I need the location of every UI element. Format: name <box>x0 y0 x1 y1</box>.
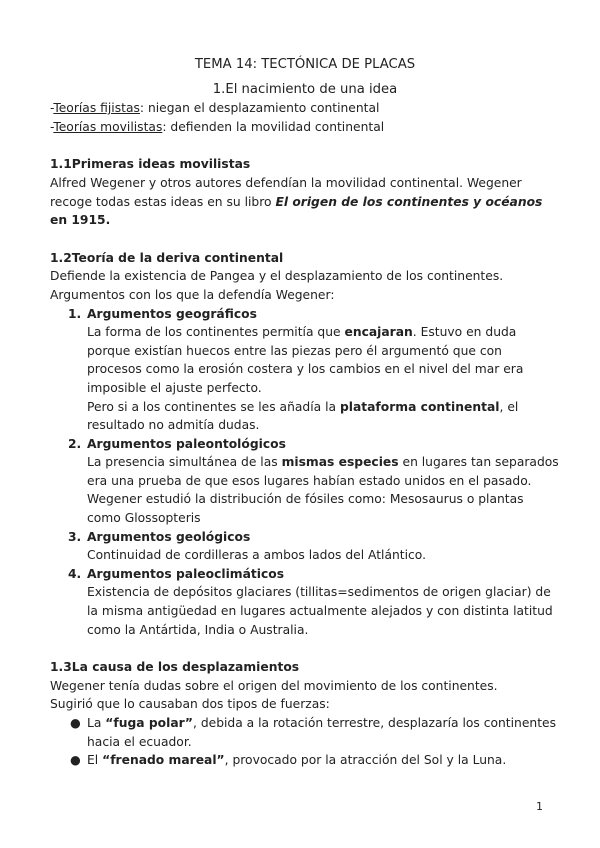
bullet-icon: ● <box>70 753 81 768</box>
list-item: 4. Argumentos paleoclimáticos Existencia de depósitos glaciares (tillitas=sedimentos de origen glaciar) de la misma antigüedad en lugares actualmente alejados y con distinta latitud como la Antártida, India o Australia. <box>68 566 553 637</box>
list-item: 1. Argumentos geográficos La forma de los continentes permitía que encajaran. Estuvo en duda porque existían huecos entre las piezas pero él argumentó que con procesos como la erosión costera y los cambios en el nivel del mar era imposible el ajuste perfecto. Pero si a los continentes se les añadía la plataforma continental, el resultado no admitía dudas. <box>68 306 524 433</box>
forces-list <box>50 714 560 770</box>
page-title: TEMA 14: TECTÓNICA DE PLACAS <box>194 57 416 72</box>
section-title: 1.El nacimiento de una idea <box>212 81 398 97</box>
document-page <box>50 56 560 770</box>
heading-1-2: 1.2Teoría de la deriva continental <box>50 250 284 265</box>
heading-1-3: 1.3La causa de los desplazamientos <box>50 660 300 675</box>
arguments-list <box>50 305 560 640</box>
list-item: 3. Argumentos geológicos Continuidad de cordilleras a ambos lados del Atlántico. <box>68 529 427 563</box>
paragraph: Wegener tenía dudas sobre el origen del movimiento de los continentes. <box>50 678 498 693</box>
bullet-item: ● La “fuga polar”, debida a la rotación terrestre, desplazaría los continentes hacia el ecuador. <box>70 716 556 749</box>
list-item: 2. Argumentos paleontológicos La presencia simultánea de las mismas especies en lugares tan separados era una prueba de que esos lugares habían estado unidos en el pasado. Wegener estudió la distribución de fósiles como: Mesosaurus o plantas como Glossopteris <box>68 436 559 526</box>
intro-line: -Teorías fijistas: niegan el desplazamiento continental <box>50 101 380 116</box>
heading-1-1: 1.1Primeras ideas movilistas <box>50 157 251 172</box>
bullet-icon: ● <box>70 716 81 730</box>
paragraph: Alfred Wegener y otros autores defendían la movilidad continental. Wegener recoge todas estas ideas en su libro El origen de los continentes y océanos en 1915. <box>50 175 543 228</box>
paragraph: Argumentos con los que la defendía Wegener: <box>50 287 335 302</box>
page-number: 1 <box>536 800 543 813</box>
paragraph: Sugirió que lo causaban dos tipos de fuerzas: <box>50 697 330 712</box>
paragraph: Defiende la existencia de Pangea y el desplazamiento de los continentes. <box>50 269 504 284</box>
intro-line: -Teorías movilistas: defienden la movilidad continental <box>50 119 385 134</box>
bullet-item: ● El “frenado mareal”, provocado por la atracción del Sol y la Luna. <box>50 751 560 770</box>
